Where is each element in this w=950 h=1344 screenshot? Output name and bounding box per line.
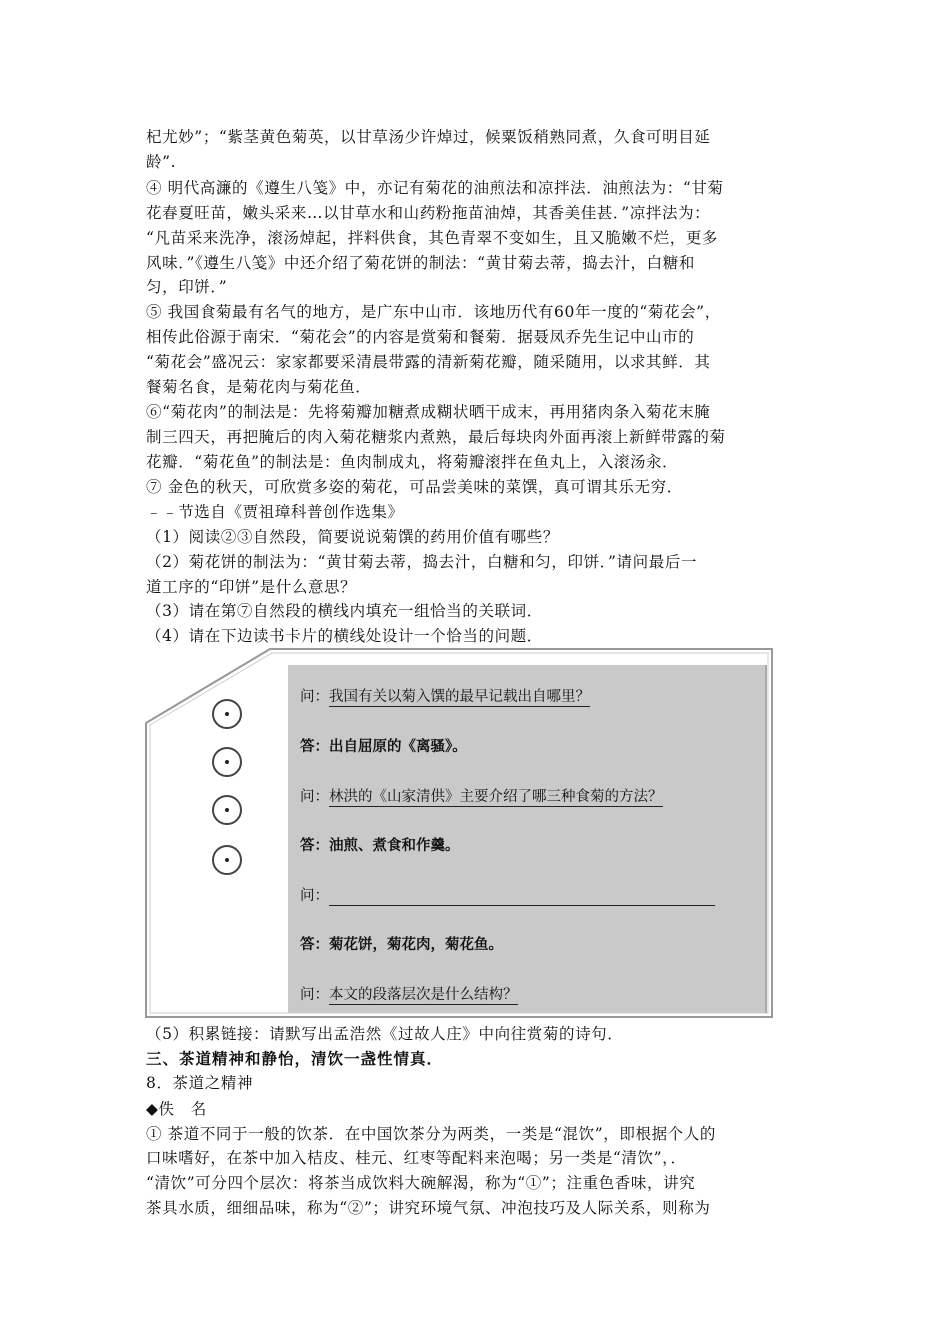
text-line: 龄”. [146,153,177,171]
text-line: 风味．”《遵生八笺》中还介绍了菊花饼的制法：“黄甘菊去蒂，捣去汁，白糖和 [146,254,695,272]
card-answer-2 [300,836,460,856]
card-answer-1 [300,737,467,757]
card-question-3 [300,886,715,906]
question-1: （1）阅读②③自然段，简要说说菊馔的药用价值有哪些？ [146,528,559,546]
question-2-cont: 道工序的“印饼”是什么意思？ [146,578,357,596]
question-text: 林洪的《山家清供》主要介绍了哪三种食菊的方法？ [329,789,663,805]
binder-ring [212,795,242,825]
question-4: （4）请在下边读书卡片的横线处设计一个恰当的问题． [146,627,543,645]
question-text: 我国有关以菊入馔的最早记载出自哪里？ [329,689,590,705]
section-heading: 三、茶道精神和静怡，清饮一盏性情真． [146,1050,444,1068]
answer-text: 油煎、煮食和作羹。 [329,838,460,854]
question-5: （5）积累链接：请默写出孟浩然《过故人庄》中向往赏菊的诗句． [146,1025,624,1043]
binder-ring [212,747,242,777]
article-author: ◆佚 名 [146,1100,207,1118]
text-line: 餐菊名食，是菊花肉与菊花鱼． [146,378,372,396]
article-title: 8．茶道之精神 [146,1074,254,1092]
card-question-1 [300,687,590,707]
text-line: 相传此俗源于南宋．“菊花会”的内容是赏菊和餐菊．据聂凤乔先生记中山市的 [146,328,695,346]
text-line: ④ 明代高濂的《遵生八笺》中，亦记有菊花的油煎法和凉拌法．油煎法为：“甘菊 [146,179,724,197]
answer-label: 答： [300,937,329,953]
text-line: “菊花会”盛况云：家家都要采清晨带露的清新菊花瓣，随采随用，以求其鲜．其 [146,353,711,371]
card-question-2 [300,787,663,807]
answer-label: 答： [300,739,329,755]
text-line: 花春夏旺苗，嫩头采来…以甘草水和山药粉拖苗油焯，其香美佳甚．”凉拌法为： [146,204,711,222]
question-2: （2）菊花饼的制法为：“黄甘菊去蒂，捣去汁，白糖和匀，印饼．”请问最后一 [146,553,698,571]
question-label: 问： [300,987,329,1003]
source-line: ﹣﹣节选自《贾祖璋科普创作选集》 [146,503,404,521]
text-line: 匀，印饼．” [146,278,228,296]
text-line: 制三四天，再把腌后的肉入菊花糖浆内煮熟，最后每块肉外面再滚上新鲜带露的菊 [146,428,726,446]
text-line: “清饮”可分四个层次：将茶当成饮料大碗解渴，称为“①”；注重色香味，讲究 [146,1174,696,1192]
question-3: （3）请在第⑦自然段的横线内填充一组恰当的关联词． [146,602,543,620]
text-line: “凡苗采来洗净，滚汤焯起，拌料供食，其色青翠不变如生，且又脆嫩不烂，更多 [146,229,719,247]
binder-ring [212,699,242,729]
text-line: 花瓣．“菊花鱼”的制法是：鱼肉制成丸，将菊瓣滚拌在鱼丸上，入滚汤汆． [146,453,679,471]
question-text: 本文的段落层次是什么结构？ [329,987,518,1003]
answer-text: 出自屈原的《离骚》。 [329,739,467,755]
text-line: ⑦ 金色的秋天，可欣赏多姿的菊花，可品尝美味的菜馔，真可谓其乐无穷． [146,478,683,496]
question-label: 问： [300,789,329,805]
reading-card [144,645,776,1019]
text-line: ① 茶道不同于一般的饮茶．在中国饮茶分为两类，一类是“混饮”，即根据个人的 [146,1125,716,1143]
question-label: 问： [300,888,329,904]
text-line: ⑤ 我国食菊最有名气的地方，是广东中山市．该地历代有60年一度的“菊花会”， [146,303,721,321]
card-answer-3 [300,935,503,955]
text-line: 杞尤妙”；“紫茎黄色菊英，以甘草汤少许焯过，候粟饭稍熟同煮，久食可明目延 [146,128,711,146]
text-line: 茶具水质，细细品味，称为“②”；讲究环境气氛、冲泡技巧及人际关系，则称为 [146,1199,711,1217]
question-label: 问： [300,689,329,705]
answer-blank[interactable] [329,889,715,906]
card-question-4 [300,985,518,1005]
text-line: 口味嗜好，在茶中加入桔皮、桂元、红枣等配料来泡喝；另一类是“清饮”，． [146,1149,687,1167]
binder-ring [212,845,242,875]
text-line: ⑥“菊花肉”的制法是：先将菊瓣加糖煮成糊状晒干成末，再用猪肉条入菊花末腌 [146,403,711,421]
answer-text: 菊花饼，菊花肉，菊花鱼。 [329,937,503,953]
answer-label: 答： [300,838,329,854]
